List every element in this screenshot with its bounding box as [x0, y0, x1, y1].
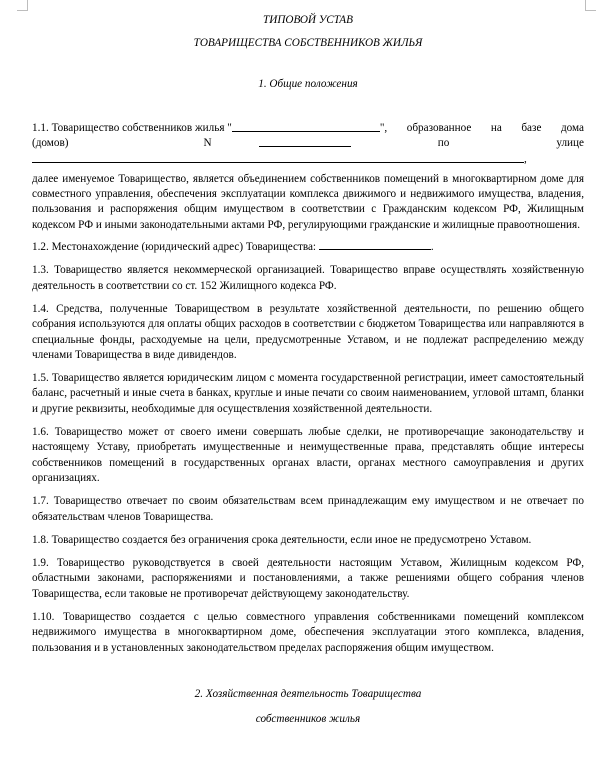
p1-street: улице	[556, 137, 584, 150]
document-subtitle: ТОВАРИЩЕСТВА СОБСТВЕННИКОВ ЖИЛЬЯ	[193, 37, 423, 49]
document-title: ТИПОВОЙ УСТАВ	[263, 14, 353, 26]
paragraph-1-8: 1.8. Товарищество создается без ограничения срока деятельности, если иное не предусмотрено Уставом.	[32, 533, 532, 546]
p1-text-start: 1.1. Товарищество собственников жилья "	[32, 122, 232, 134]
p2-end: .	[430, 241, 434, 254]
paragraph-1-3: 1.3. Товарищество является некоммерческой организацией. Товарищество вправе осуществлять хозяйственную деятельность в соответствии со ст. 152 Жилищного кодекса РФ.	[32, 264, 584, 292]
street-blank	[32, 152, 524, 163]
section-2-heading-cont: собственников жилья	[255, 712, 361, 725]
address-blank	[319, 239, 431, 250]
p1-n: N	[203, 137, 212, 150]
p1-domov: (домов)	[32, 137, 69, 150]
p1-rest: далее именуемое Товарищество, является объединением собственников помещений в многоквартирном доме для совместного управления, обеспечения эксплуатации комплекса движимого и недвижимого имущества, владения, пользования и распоряжения общим имуществом в соответствии с Гражданским кодексом РФ, Жилищным кодексом РФ и иными законодательными актами РФ, регулирующими гражданские и жилищные правоотношения.	[32, 172, 584, 231]
paragraph-1-2	[32, 239, 584, 255]
paragraph-1-10: 1.10. Товарищество создается с целью совместного управления собственниками помещений комплексом недвижимого имущества в многоквартирном доме, обеспечения эксплуатации этого комплекса, владения, пользования и в установленных законодательством пределах распоряжения общим имуществом.	[32, 611, 584, 654]
number-blank	[259, 136, 351, 147]
page-corner-mark-right	[585, 0, 596, 11]
p1-text-mid: ", образованное на базе дома	[379, 122, 584, 134]
p1-comma: ,	[524, 152, 527, 165]
p2-text: 1.2. Местонахождение (юридический адрес) Товарищества:	[32, 241, 317, 254]
name-blank	[232, 121, 380, 132]
section-2-heading: 2. Хозяйственная деятельность Товарищества	[194, 687, 422, 700]
paragraph-1-7: 1.7. Товарищество отвечает по своим обязательствам всем принадлежащим ему имуществом и не отвечает по обязательствам членов Товарищества.	[32, 495, 584, 523]
paragraph-1-9: 1.9. Товарищество руководствуется в своей деятельности настоящим Уставом, Жилищным кодексом РФ, областными законами, распоряжениями и постановлениями, а также решениями общего собрания членов Товарищества, если таковые не противоречат действующему законодательству.	[32, 557, 584, 600]
paragraph-1-4: 1.4. Средства, полученные Товариществом в результате хозяйственной деятельности, по решению общего собрания используются для оплаты общих расходов в соответствии с бюджетом Товарищества или направляются в специальные фонды, расходуемые на цели, предусмотренные Уставом, и не подлежат распределению между членами Товарищества в виде дивидендов.	[32, 302, 584, 361]
paragraph-1-5: 1.5. Товарищество является юридическим лицом с момента государственной регистрации, имеет самостоятельный баланс, расчетный и иные счета в банках, круглые и иные печати со своим наименованием, угловой штамп, бланки и другие реквизиты, необходимые для осуществления хозяйственной деятельности.	[32, 372, 584, 415]
paragraph-1-1	[32, 121, 584, 233]
p1-po: по	[437, 137, 450, 150]
paragraph-1-6: 1.6. Товарищество может от своего имени совершать любые сделки, не противоречащие законодательству и настоящему Уставу, приобретать имущественные и неимущественные права, представлять общие интересы собственников помещений в государственных органах власти, органах местного самоуправления и других организациях.	[32, 426, 584, 484]
document-page	[32, 0, 584, 726]
section-1-heading: 1. Общие положения	[258, 78, 358, 90]
page-corner-mark-left	[17, 0, 28, 11]
